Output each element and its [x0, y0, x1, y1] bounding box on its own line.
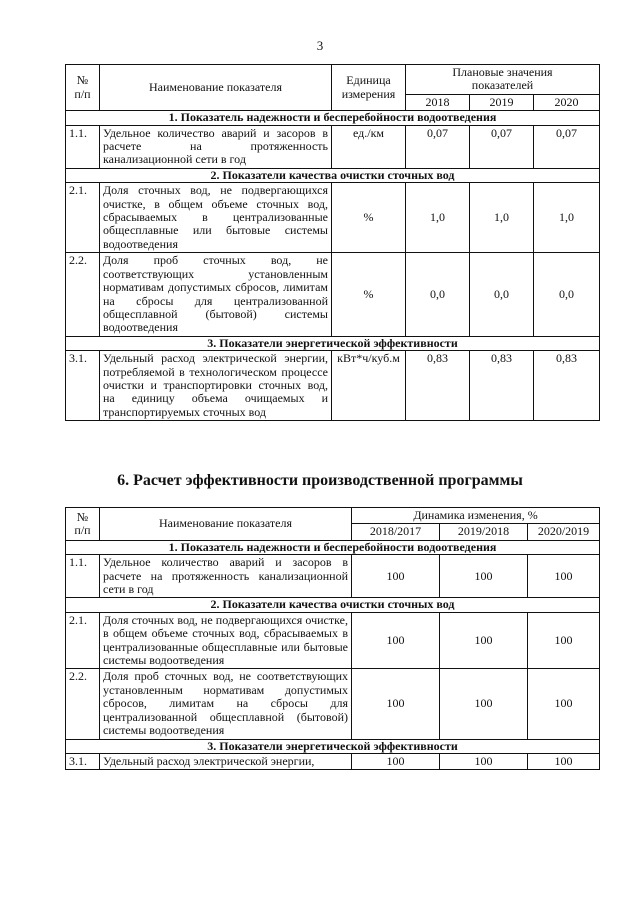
- indicator-name: Доля сточных вод, не подвергающихся очистке, в общем объеме сточных вод, сбрасываемых в централизованные общесплавные или бытовые системы водоотведения: [100, 183, 332, 253]
- section-title: 1. Показатель надежности и бесперебойности водоотведения: [66, 540, 600, 554]
- value-cell: 100: [528, 753, 600, 769]
- value-cell: 100: [528, 612, 600, 669]
- indicator-name: Доля проб сточных вод, не соответствующих установленным нормативам допустимых сбросов, лимитам на сбросы для централизованной общесплавной (бытовой) системы водоотведения: [100, 669, 352, 739]
- section-title: 2. Показатели качества очистки сточных вод: [66, 168, 600, 182]
- section-row: [66, 336, 600, 350]
- section-title: 2. Показатели качества очистки сточных вод: [66, 598, 600, 612]
- section-row: [66, 739, 600, 753]
- table-row: [66, 183, 600, 253]
- value-cell: 0,83: [406, 351, 470, 421]
- row-number: 3.1.: [66, 351, 100, 421]
- section-row: [66, 111, 600, 125]
- row-number: 1.1.: [66, 555, 100, 598]
- indicator-name: Удельный расход электрической энергии, потребляемой в технологическом процессе очистки и транспортировки сточных вод, на единицу объема очищаемых и транспортируемых сточных вод: [100, 351, 332, 421]
- header-period: 2019/2018: [440, 524, 528, 540]
- section-title: 3. Показатели энергетической эффективности: [66, 739, 600, 753]
- value-cell: 0,83: [470, 351, 534, 421]
- table-row: [66, 753, 600, 769]
- header-year: 2020: [534, 94, 600, 110]
- efficiency-table: [65, 507, 600, 770]
- section-row: [66, 540, 600, 554]
- row-number: 1.1.: [66, 125, 100, 168]
- header-period: 2018/2017: [352, 524, 440, 540]
- table-row: [66, 253, 600, 336]
- value-cell: 0,0: [406, 253, 470, 336]
- header-planned-values: Плановые значения показателей: [406, 65, 600, 95]
- value-cell: 100: [440, 612, 528, 669]
- value-cell: 1,0: [534, 183, 600, 253]
- row-number: 2.2.: [66, 253, 100, 336]
- header-dynamics: Динамика изменения, %: [352, 508, 600, 524]
- unit-cell: ед./км: [332, 125, 406, 168]
- value-cell: 100: [528, 669, 600, 739]
- value-cell: 100: [352, 669, 440, 739]
- unit-cell: кВт*ч/куб.м: [332, 351, 406, 421]
- value-cell: 1,0: [470, 183, 534, 253]
- header-name: Наименование показателя: [100, 65, 332, 111]
- row-number: 3.1.: [66, 753, 100, 769]
- value-cell: 100: [352, 555, 440, 598]
- value-cell: 0,0: [470, 253, 534, 336]
- unit-cell: %: [332, 253, 406, 336]
- table-row: [66, 555, 600, 598]
- indicator-name: Удельное количество аварий и засоров в расчете на протяженность канализационной сети в год: [100, 125, 332, 168]
- header-num: № п/п: [66, 508, 100, 541]
- value-cell: 100: [528, 555, 600, 598]
- header-year: 2018: [406, 94, 470, 110]
- value-cell: 0,07: [470, 125, 534, 168]
- value-cell: 100: [352, 753, 440, 769]
- row-number: 2.2.: [66, 669, 100, 739]
- unit-cell: %: [332, 183, 406, 253]
- value-cell: 0,83: [534, 351, 600, 421]
- indicator-name: Доля сточных вод, не подвергающихся очистке, в общем объеме сточных вод, сбрасываемых в централизованные общесплавные или бытовые системы водоотведения: [100, 612, 352, 669]
- table-row: [66, 669, 600, 739]
- value-cell: 100: [440, 753, 528, 769]
- section-row: [66, 168, 600, 182]
- section-row: [66, 598, 600, 612]
- indicator-name: Доля проб сточных вод, не соответствующих установленным нормативам допустимых сбросов, лимитам на сбросы для централизованной общесплавной (бытовой) системы водоотведения: [100, 253, 332, 336]
- table-row: [66, 125, 600, 168]
- value-cell: 0,07: [534, 125, 600, 168]
- value-cell: 1,0: [406, 183, 470, 253]
- table-row: [66, 612, 600, 669]
- value-cell: 100: [440, 555, 528, 598]
- header-num: № п/п: [66, 65, 100, 111]
- table-row: [66, 351, 600, 421]
- row-number: 2.1.: [66, 612, 100, 669]
- indicator-name: Удельное количество аварий и засоров в расчете на протяженность канализационной сети в год: [100, 555, 352, 598]
- efficiency-body: [66, 540, 600, 770]
- planned-values-body: [66, 111, 600, 421]
- section-title: 1. Показатель надежности и бесперебойности водоотведения: [66, 111, 600, 125]
- header-year: 2019: [470, 94, 534, 110]
- indicator-name: Удельный расход электрической энергии,: [100, 753, 352, 769]
- section-heading: 6. Расчет эффективности производственной программы: [117, 472, 523, 489]
- planned-values-table: [65, 64, 600, 421]
- section-title: 3. Показатели энергетической эффективности: [66, 336, 600, 350]
- row-number: 2.1.: [66, 183, 100, 253]
- header-name: Наименование показателя: [100, 508, 352, 541]
- value-cell: 100: [352, 612, 440, 669]
- header-period: 2020/2019: [528, 524, 600, 540]
- value-cell: 0,07: [406, 125, 470, 168]
- page-number: 3: [316, 38, 324, 53]
- value-cell: 100: [440, 669, 528, 739]
- value-cell: 0,0: [534, 253, 600, 336]
- header-unit: Единица измерения: [332, 65, 406, 111]
